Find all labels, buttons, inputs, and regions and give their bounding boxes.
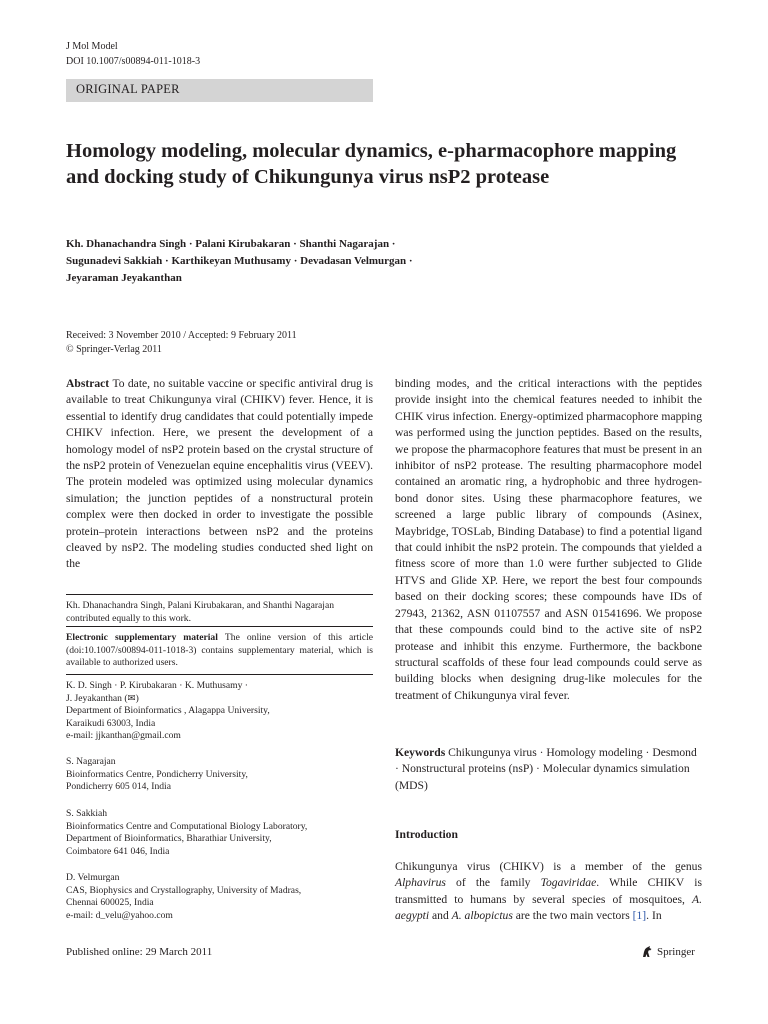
author-line: Kh. Dhanachandra Singh · Palani Kirubakaran · Shanthi Nagarajan · bbox=[66, 238, 396, 250]
keywords-label: Keywords bbox=[395, 746, 446, 759]
author-list bbox=[66, 236, 706, 287]
footnote-rule bbox=[66, 674, 373, 675]
affiliation-line: D. Velmurgan bbox=[66, 872, 120, 883]
affiliation-line: K. D. Singh · P. Kirubakaran · K. Muthusamy · bbox=[66, 680, 248, 691]
affiliation-block bbox=[66, 756, 373, 794]
intro-run: of the family bbox=[445, 876, 541, 890]
affiliation-line: J. Jeyakanthan (✉) bbox=[66, 692, 139, 704]
publisher-logo bbox=[640, 945, 695, 959]
intro-run: . In bbox=[646, 909, 662, 923]
introduction-heading: Introduction bbox=[395, 828, 458, 841]
affiliation-block bbox=[66, 808, 373, 858]
abstract-left bbox=[66, 376, 373, 573]
esm-text: The online version of this article (doi:10.1007/s00894-011-1018-3) contains supplementary material, which is available to authorized users. bbox=[66, 632, 373, 669]
genus-name: Alphavirus bbox=[395, 876, 446, 890]
affiliation-line: Coimbatore 641 046, India bbox=[66, 845, 170, 857]
species-name: A. aegypti bbox=[395, 892, 702, 923]
abstract-text: To date, no suitable vaccine or specific antiviral drug is available to treat Chikungunya viral (CHIKV) fever. Hence, it is essential to identify drug candidates that could potentially impede CHIKV infection. Here, we present the development of a homology model of nsP2 protein based on the crystal structure of the nsP2 protein of Venezuelan equine encephalitis virus (VEEV). The protein modeled was optimized using molecular dynamics simulation; the junction peptides of a nonstructural protein complex were then docked in order to investigate the possible protein–protein interactions between nsP2 and the proteins cleaved by nsP2. The modeling studies conducted shed light on the bbox=[66, 377, 373, 571]
citation-link[interactable]: [1] bbox=[632, 909, 647, 923]
esm-label: Electronic supplementary material bbox=[66, 632, 218, 643]
affiliation-line: S. Sakkiah bbox=[66, 808, 108, 819]
species-name: A. albopictus bbox=[451, 909, 513, 923]
esm-note bbox=[66, 632, 373, 670]
springer-horse-icon bbox=[640, 945, 654, 959]
family-name: Togaviridae bbox=[540, 876, 597, 890]
affiliation-line: Bioinformatics Centre and Computational Biology Laboratory, bbox=[66, 820, 308, 832]
affiliation-line: Department of Bioinformatics , Alagappa University, bbox=[66, 705, 270, 717]
introduction-text bbox=[395, 859, 702, 925]
affiliation-email[interactable]: e-mail: d_velu@yahoo.com bbox=[66, 909, 173, 921]
keywords bbox=[395, 745, 702, 794]
affiliation-email[interactable]: e-mail: jjkanthan@gmail.com bbox=[66, 730, 181, 742]
intro-run: are the two main vectors bbox=[512, 909, 633, 923]
paper-title: Homology modeling, molecular dynamics, e-pharmacophore mapping and docking study of Chikungunya virus nsP2 protease bbox=[66, 140, 677, 188]
affiliation-block bbox=[66, 872, 373, 922]
section-banner bbox=[66, 79, 373, 102]
intro-run: and bbox=[429, 909, 452, 923]
copyright: © Springer-Verlag 2011 bbox=[66, 344, 162, 355]
equal-contribution-note: Kh. Dhanachandra Singh, Palani Kirubakaran, and Shanthi Nagarajan contributed equally to this work. bbox=[66, 600, 335, 624]
affiliation-line: Karaikudi 63003, India bbox=[66, 717, 156, 729]
footnote-rule bbox=[66, 626, 373, 627]
intro-run: . While CHIKV is transmitted to humans by several species of mosquitoes, bbox=[395, 876, 702, 906]
affiliation-line: S. Nagarajan bbox=[66, 756, 116, 767]
affiliation-line: Department of Bioinformatics, Bharathiar University, bbox=[66, 833, 272, 845]
received-accepted: Received: 3 November 2010 / Accepted: 9 February 2011 bbox=[66, 330, 297, 341]
keywords-text: Chikungunya virus · Homology modeling · Desmond · Nonstructural proteins (nsP) · Molecular dynamics simulation (MDS) bbox=[395, 746, 697, 792]
intro-run: Chikungunya virus (CHIKV) is a member of the genus bbox=[395, 860, 702, 873]
affiliation-line: CAS, Biophysics and Crystallography, University of Madras, bbox=[66, 884, 302, 896]
author-line: Jeyaraman Jeyakanthan bbox=[66, 272, 182, 284]
author-line: Sugunadevi Sakkiah · Karthikeyan Muthusamy · Devadasan Velmurgan · bbox=[66, 255, 413, 267]
abstract-label: Abstract bbox=[66, 377, 110, 390]
journal-name: J Mol Model bbox=[66, 41, 118, 52]
affiliation-line: Pondicherry 605 014, India bbox=[66, 781, 171, 793]
abstract-continued: binding modes, and the critical interactions with the peptides provide insight into the chemical features needed to inhibit the CHIK virus infection. Energy-optimized pharmacophore mapping was performed using the junction peptides. Based on the results, we propose the pharmacophore features that must be present in an inhibitor of nsP2 protease. The resulting pharmacophore model contained an aromatic ring, a hydrophobic and three hydrogen-bond donor sites. Using these pharmacophore features, we screened a large public library of compounds (Asinex, Maybridge, TOSLab, Binding Database) to find a potential ligand that could inhibit the nsP2 protein. The compounds that yielded a fitness score of more than 1.0 were further subjected to Glide HTVS and Glide XP. Here, we report the best four compounds based on their docking scores; these compounds have IDs of 27943, 21362, ASN 01107557 and ASN 01541696. We propose that these compounds could bind to the active site of nsP2 protease and inhibit this enzyme. Furthermore, the backbone structural scaffolds of these four lead compounds could serve as building blocks when designing drug-like molecules for the treatment of Chikungunya viral fever. bbox=[395, 377, 702, 702]
doi: DOI 10.1007/s00894-011-1018-3 bbox=[66, 56, 201, 67]
section-label: ORIGINAL PAPER bbox=[76, 82, 180, 96]
publisher-name: Springer bbox=[657, 946, 695, 958]
published-online: Published online: 29 March 2011 bbox=[66, 946, 213, 958]
affiliation-line: Chennai 600025, India bbox=[66, 897, 154, 909]
footnote-rule bbox=[66, 594, 373, 595]
affiliation-line: Bioinformatics Centre, Pondicherry University, bbox=[66, 768, 248, 780]
abstract-right bbox=[395, 376, 702, 704]
affiliation-block bbox=[66, 680, 373, 743]
